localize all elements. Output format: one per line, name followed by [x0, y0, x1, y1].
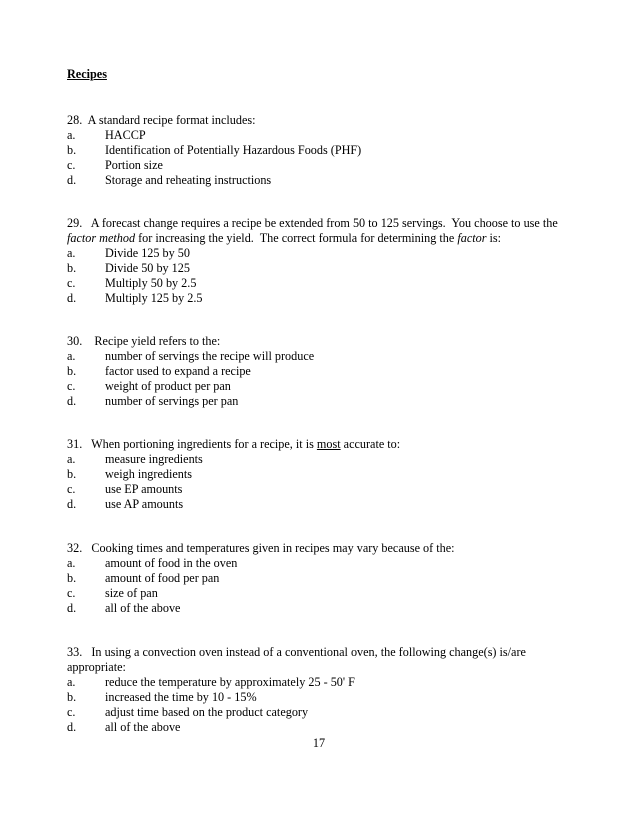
question-29 [67, 216, 577, 306]
answer-option [67, 261, 577, 276]
stem-text: is: [486, 231, 502, 245]
option-text: number of servings per pan [105, 394, 239, 408]
option-letter: a. [67, 452, 76, 466]
option-text: Storage and reheating instructions [105, 173, 272, 187]
option-text: Portion size [105, 158, 163, 172]
question-stem [67, 645, 577, 675]
option-text: weigh ingredients [105, 467, 192, 481]
answer-option [67, 128, 577, 143]
answer-option [67, 467, 577, 482]
stem-text: 33. In using a convection oven instead of a conventional oven, the following change(s) is/are appropriate: [67, 645, 529, 674]
answer-option [67, 276, 577, 291]
question-30 [67, 334, 577, 409]
option-letter: b. [67, 364, 77, 378]
option-letter: a. [67, 675, 76, 689]
option-text: Divide 50 by 125 [105, 261, 190, 275]
option-text: amount of food in the oven [105, 556, 238, 570]
answer-option [67, 571, 577, 586]
answer-option [67, 158, 577, 173]
italic-term: factor [457, 231, 487, 245]
stem-text: 32. Cooking times and temperatures given in recipes may vary because of the: [67, 541, 455, 555]
answer-option [67, 452, 577, 467]
option-text: use AP amounts [105, 497, 184, 511]
option-letter: a. [67, 556, 76, 570]
option-letter: a. [67, 349, 76, 363]
option-text: measure ingredients [105, 452, 203, 466]
option-letter: a. [67, 246, 76, 260]
option-text: amount of food per pan [105, 571, 220, 585]
answer-option [67, 586, 577, 601]
option-letter: d. [67, 173, 77, 187]
option-letter: b. [67, 143, 77, 157]
option-letter: b. [67, 467, 77, 481]
option-letter: c. [67, 276, 76, 290]
option-letter: d. [67, 394, 77, 408]
stem-text: 29. A forecast change requires a recipe be extended from 50 to 125 servings. You choose to use the [67, 216, 561, 230]
option-text: size of pan [105, 586, 158, 600]
question-32 [67, 541, 577, 616]
option-text: increased the time by 10 - 15% [105, 690, 257, 704]
question-28 [67, 113, 577, 188]
option-letter: b. [67, 690, 77, 704]
option-text: weight of product per pan [105, 379, 231, 393]
option-letter: d. [67, 497, 77, 511]
stem-text: 31. When portioning ingredients for a recipe, it is [67, 437, 317, 451]
answer-option [67, 690, 577, 705]
option-text: use EP amounts [105, 482, 183, 496]
answer-option [67, 497, 577, 512]
answer-option [67, 394, 577, 409]
option-letter: c. [67, 586, 76, 600]
option-text: Identification of Potentially Hazardous Foods (PHF) [105, 143, 362, 157]
option-letter: c. [67, 482, 76, 496]
option-text: all of the above [105, 601, 181, 615]
answer-option [67, 601, 577, 616]
option-letter: d. [67, 291, 77, 305]
option-letter: c. [67, 158, 76, 172]
answer-option [67, 291, 577, 306]
answer-option [67, 705, 577, 720]
option-text: adjust time based on the product category [105, 705, 309, 719]
stem-text: 28. A standard recipe format includes: [67, 113, 256, 127]
answer-option [67, 720, 577, 735]
option-text: reduce the temperature by approximately 25 - 50' F [105, 675, 355, 689]
option-letter: c. [67, 705, 76, 719]
stem-text: accurate to: [340, 437, 401, 451]
answer-option [67, 246, 577, 261]
answer-option [67, 143, 577, 158]
answer-option [67, 173, 577, 188]
option-letter: c. [67, 379, 76, 393]
question-33 [67, 645, 577, 735]
option-letter: d. [67, 601, 77, 615]
answer-option [67, 556, 577, 571]
section-title: Recipes [67, 67, 107, 81]
underlined-term: most [316, 437, 341, 451]
stem-text: for increasing the yield. The correct formula for determining the [135, 231, 458, 245]
option-letter: b. [67, 261, 77, 275]
question-stem [67, 216, 577, 246]
answer-option [67, 364, 577, 379]
question-stem [67, 437, 577, 452]
stem-text: 30. Recipe yield refers to the: [67, 334, 221, 348]
option-text: HACCP [105, 128, 146, 142]
option-text: factor used to expand a recipe [105, 364, 251, 378]
question-stem [67, 113, 577, 128]
answer-option [67, 675, 577, 690]
italic-term: factor method [67, 231, 136, 245]
option-letter: a. [67, 128, 76, 142]
option-text: Multiply 125 by 2.5 [105, 291, 203, 305]
question-stem [67, 541, 577, 556]
option-text: all of the above [105, 720, 181, 734]
option-letter: b. [67, 571, 77, 585]
question-stem [67, 334, 577, 349]
answer-option [67, 349, 577, 364]
answer-option [67, 379, 577, 394]
page-number: 17 [312, 736, 326, 750]
answer-option [67, 482, 577, 497]
option-text: number of servings the recipe will produce [105, 349, 315, 363]
question-31 [67, 437, 577, 512]
option-letter: d. [67, 720, 77, 734]
option-text: Divide 125 by 50 [105, 246, 190, 260]
option-text: Multiply 50 by 2.5 [105, 276, 197, 290]
